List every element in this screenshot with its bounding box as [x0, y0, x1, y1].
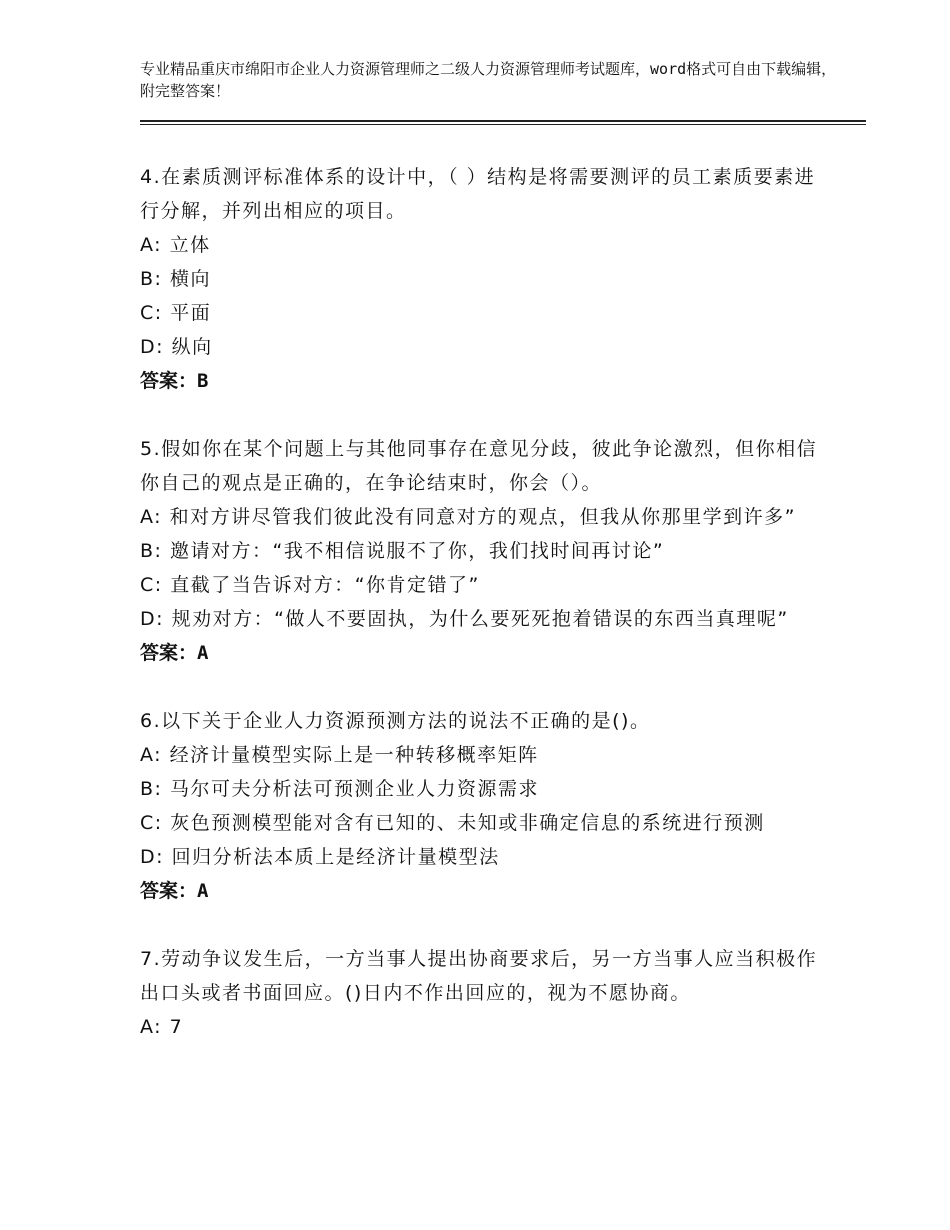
option-d: D: 规劝对方：“做人不要固执，为什么要死死抱着错误的东西当真理呢”: [140, 608, 789, 630]
question-list: [140, 160, 820, 1078]
question-stem: 4.在素质测评标准体系的设计中，（ ）结构是将需要测评的员工素质要素进行分解，并列出相应的项目。: [140, 166, 816, 222]
option-d: D: 回归分析法本质上是经济计量模型法: [140, 846, 500, 868]
option-b: B: 马尔可夫分析法可预测企业人力资源需求: [140, 778, 539, 800]
option-b: B: 邀请对方：“我不相信说服不了你，我们找时间再讨论”: [140, 540, 665, 562]
header-divider-thick: [140, 120, 866, 122]
option-a: A: 立体: [140, 234, 211, 256]
option-c: C: 直截了当告诉对方：“你肯定错了”: [140, 574, 480, 596]
question-6: [140, 704, 820, 908]
question-stem: 5.假如你在某个问题上与其他同事存在意见分歧，彼此争论激烈，但你相信你自己的观点是正确的，在争论结束时，你会（）。: [140, 438, 818, 494]
answer-value: B: [197, 370, 209, 392]
question-5: [140, 432, 820, 670]
answer-line: [140, 636, 820, 670]
answer-label: 答案：: [140, 880, 198, 902]
answer-value: A: [197, 642, 209, 664]
option-c: C: 平面: [140, 302, 212, 324]
answer-line: [140, 364, 820, 398]
question-stem: 6.以下关于企业人力资源预测方法的说法不正确的是()。: [140, 710, 651, 732]
question-4: [140, 160, 820, 398]
option-c: C: 灰色预测模型能对含有已知的、未知或非确定信息的系统进行预测: [140, 812, 765, 834]
answer-value: A: [197, 880, 209, 902]
option-d: D: 纵向: [140, 336, 213, 358]
answer-label: 答案：: [140, 642, 198, 664]
question-7: [140, 942, 820, 1044]
option-a: A: 7: [140, 1016, 184, 1038]
answer-label: 答案：: [140, 370, 198, 392]
header-divider-thin: [140, 124, 866, 125]
answer-line: [140, 874, 820, 908]
option-b: B: 横向: [140, 268, 211, 290]
document-header: 专业精品重庆市绵阳市企业人力资源管理师之二级人力资源管理师考试题库，word格式可自由下载编辑，附完整答案！: [140, 60, 837, 100]
option-a: A: 经济计量模型实际上是一种转移概率矩阵: [140, 744, 539, 766]
question-stem: 7.劳动争议发生后，一方当事人提出协商要求后，另一方当事人应当积极作出口头或者书面回应。()日内不作出回应的，视为不愿协商。: [140, 948, 818, 1004]
option-a: A: 和对方讲尽管我们彼此没有同意对方的观点，但我从你那里学到许多”: [140, 506, 796, 528]
